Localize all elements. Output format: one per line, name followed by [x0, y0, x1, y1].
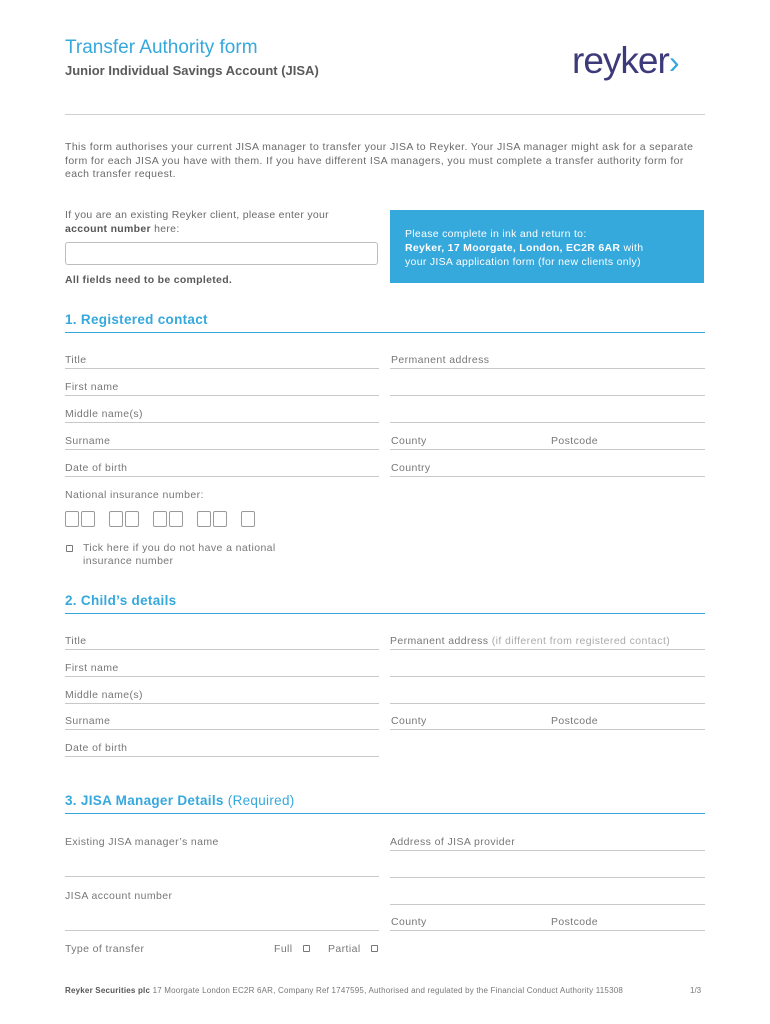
ni-box-3[interactable] [109, 511, 123, 527]
footer-details: 17 Moorgate London EC2R 6AR, Company Ref 1747595, Authorised and regulated by the Financial Conduct Authority 115308 [150, 986, 624, 995]
s3-address-field-2[interactable] [390, 877, 705, 878]
logo-chevron-icon: › [668, 44, 679, 80]
ni-box-8[interactable] [213, 511, 227, 527]
s2-surname-field[interactable] [65, 729, 379, 730]
ni-box-9[interactable] [241, 511, 255, 527]
s2-first-name-label: First name [65, 662, 119, 674]
s1-surname-field[interactable] [65, 449, 379, 450]
footer-company: Reyker Securities plc [65, 986, 151, 995]
s2-address-label [390, 635, 670, 647]
s1-dob-field[interactable] [65, 476, 379, 477]
s1-postcode-label: Postcode [551, 435, 598, 447]
section-3-heading-text: 3. JISA Manager Details [65, 793, 224, 808]
s2-dob-label: Date of birth [65, 742, 128, 754]
section-3-divider [65, 813, 705, 814]
s3-full-label: Full [274, 943, 293, 955]
s2-middle-names-label: Middle name(s) [65, 689, 143, 701]
s1-middle-names-label: Middle name(s) [65, 408, 143, 420]
s3-address-field-3[interactable] [390, 904, 705, 905]
s2-surname-label: Surname [65, 715, 111, 727]
logo-text-a: reyk [572, 40, 638, 81]
s3-county-postcode-field[interactable] [390, 930, 705, 931]
s3-manager-name-field[interactable] [65, 876, 379, 877]
s2-dob-field[interactable] [65, 756, 379, 757]
s1-address-field-2[interactable] [390, 395, 705, 396]
ni-box-7[interactable] [197, 511, 211, 527]
ni-box-5[interactable] [153, 511, 167, 527]
s1-middle-names-field[interactable] [65, 422, 379, 423]
section-2-divider [65, 613, 705, 614]
account-number-field[interactable] [65, 242, 378, 265]
s3-partial-label: Partial [328, 943, 361, 955]
s2-address-note: (if different from registered contact) [488, 635, 671, 647]
reyker-logo [572, 40, 678, 82]
s3-address-field-1[interactable] [390, 850, 705, 851]
return-info-box [390, 210, 704, 283]
return-line-2: with [620, 242, 644, 254]
no-ni-checkbox[interactable] [66, 545, 73, 552]
section-1-divider [65, 332, 705, 333]
account-prompt [65, 208, 375, 236]
s1-address-label: Permanent address [391, 354, 490, 366]
s3-account-number-label: JISA account number [65, 890, 173, 902]
form-subtitle: Junior Individual Savings Account (JISA) [65, 63, 319, 78]
s1-surname-label: Surname [65, 435, 111, 447]
header-divider [65, 114, 705, 115]
section-1-heading: 1. Registered contact [65, 312, 208, 327]
section-3-required-note: (Required) [223, 793, 295, 808]
return-line-1: Please complete in ink and return to: [405, 228, 587, 240]
account-prompt-a: If you are an existing Reyker client, please enter your [65, 209, 329, 221]
ni-box-2[interactable] [81, 511, 95, 527]
no-ni-label [83, 542, 276, 568]
ni-label: National insurance number: [65, 489, 204, 501]
s1-country-field[interactable] [390, 476, 705, 477]
ni-box-4[interactable] [125, 511, 139, 527]
form-title: Transfer Authority form [65, 37, 258, 58]
s1-first-name-field[interactable] [65, 395, 379, 396]
s3-transfer-type-label: Type of transfer [65, 943, 145, 955]
s3-postcode-label: Postcode [551, 916, 598, 928]
s2-title-field[interactable] [65, 649, 379, 650]
s1-county-postcode-field[interactable] [390, 449, 705, 450]
s1-title-label: Title [65, 354, 87, 366]
s2-title-label: Title [65, 635, 87, 647]
s1-title-field[interactable] [65, 368, 379, 369]
account-prompt-bold: account number [65, 223, 151, 235]
s3-account-number-field[interactable] [65, 930, 379, 931]
s1-county-label: County [391, 435, 427, 447]
account-prompt-b: here: [150, 223, 180, 235]
return-address: Reyker, 17 Moorgate, London, EC2R 6AR [405, 242, 621, 254]
s3-address-label: Address of JISA provider [390, 836, 516, 848]
s1-address-field-3[interactable] [390, 422, 705, 423]
s1-address-field-1[interactable] [390, 368, 705, 369]
s3-county-label: County [391, 916, 427, 928]
s3-full-checkbox[interactable] [303, 945, 310, 952]
page-number: 1/3 [690, 986, 702, 995]
s2-middle-names-field[interactable] [65, 703, 379, 704]
s1-first-name-label: First name [65, 381, 119, 393]
ni-box-6[interactable] [169, 511, 183, 527]
s1-dob-label: Date of birth [65, 462, 128, 474]
s2-first-name-field[interactable] [65, 676, 379, 677]
section-3-heading [65, 793, 705, 808]
all-fields-note: All fields need to be completed. [65, 274, 233, 286]
no-ni-label-2: insurance number [83, 555, 174, 567]
s2-address-label-text: Permanent address [390, 635, 489, 647]
return-line-3: your JISA application form (for new clients only) [405, 256, 641, 268]
s2-address-field-2[interactable] [390, 676, 705, 677]
footer-text [65, 986, 705, 995]
s1-country-label: Country [391, 462, 431, 474]
intro-text: This form authorises your current JISA manager to transfer your JISA to Reyker. Your JISA manager might ask for a separate form for each JISA you have with them. If you have different ISA managers, you must complete a transfer authority form for each transfer request. [65, 141, 694, 180]
s3-partial-checkbox[interactable] [371, 945, 378, 952]
s2-address-field-1[interactable] [390, 649, 705, 650]
s2-county-postcode-field[interactable] [390, 729, 705, 730]
ni-box-1[interactable] [65, 511, 79, 527]
s2-address-field-3[interactable] [390, 703, 705, 704]
logo-text-b: er [637, 40, 669, 81]
s2-postcode-label: Postcode [551, 715, 598, 727]
section-2-heading: 2. Child’s details [65, 593, 177, 608]
no-ni-label-1: Tick here if you do not have a national [83, 542, 276, 554]
s2-county-label: County [391, 715, 427, 727]
s3-manager-name-label: Existing JISA manager’s name [65, 836, 219, 848]
